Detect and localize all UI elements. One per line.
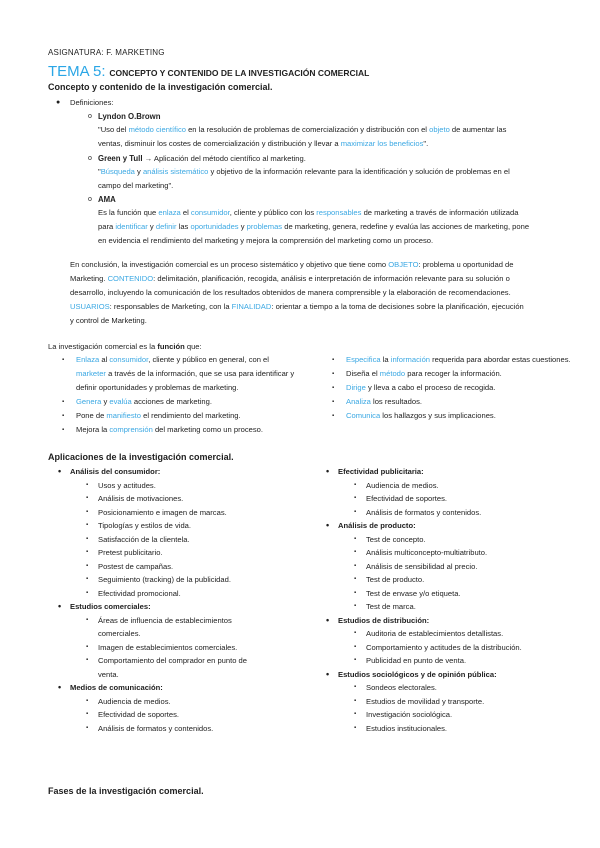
tema-number: TEMA 5: xyxy=(48,63,106,80)
funcion-list-left xyxy=(62,353,312,437)
list-item: ▪ Análisis de sensibilidad al precio. xyxy=(354,560,586,574)
list-item: ▪ Análisis de formatos y contenidos. xyxy=(86,722,298,736)
list-item: ▪ Analiza los resultados. xyxy=(332,395,592,409)
list-item: ▪ Audiencia de medios. xyxy=(354,479,586,493)
list-item: ▪ Posicionamiento e imagen de marcas. xyxy=(86,506,298,520)
list-item: ▪ Test de envase y/o etiqueta. xyxy=(354,587,586,601)
aplicaciones-right-column xyxy=(326,465,586,735)
conclusion-paragraph: En conclusión, la investigación comercial es un proceso sistemático y objetivo que tiene como OBJETO: problema u oportunidad de Marketing. CONTENIDO: delimitación, planificación, recogida, análisis e interpretación de información relevante para su solución o desarrollo, incluyendo la comunicación de los resultados obtenidos de manera comprensible y la elaboración de recomendaciones. USUARIOS: responsables de Marketing, con la FINALIDAD: orientar a tiempo a la toma de decisiones sobre la planificación, ejecución y control de Marketing. xyxy=(70,260,524,325)
definition-ama-text: Es la función que enlaza el consumidor, cliente y público con los responsables de marketing a través de información utilizada para identificar y definir las oportunidades y problemas de marketing, genera, redefine y evalúa las acciones de marketing, pone en evidencia el rendimiento del marketing y mejora la comprensión del marketing como un proceso. xyxy=(98,208,530,245)
list-item: ▪ Comportamiento y actitudes de la distribución. xyxy=(354,641,586,655)
list-item: ▪ Test de marca. xyxy=(354,600,586,614)
list-item: ▪ Análisis multiconcepto-multiatributo. xyxy=(354,546,586,560)
section-heading-concepto: Concepto y contenido de la investigación comercial. xyxy=(48,82,273,92)
list-item: ▪ Análisis de motivaciones. xyxy=(86,492,298,506)
list-item: ▪ Áreas de influencia de establecimientos comerciales. xyxy=(86,614,256,641)
subject-label: ASIGNATURA: F. MARKETING xyxy=(48,48,165,57)
list-item: ▪ Audiencia de medios. xyxy=(86,695,298,709)
list-item: ▪ Efectividad de soportes. xyxy=(86,708,298,722)
list-item: ▪ Estudios de movilidad y transporte. xyxy=(354,695,586,709)
list-item: ▪ Efectividad de soportes. xyxy=(354,492,586,506)
category-title: • Estudios comerciales: xyxy=(58,600,298,614)
list-item: ▪ Enlaza al consumidor, cliente y público en general, con el marketer a través de la información, que se usa para identificar y definir oportunidades y problemas de marketing. xyxy=(62,353,312,395)
list-item: ▪ Análisis de formatos y contenidos. xyxy=(354,506,586,520)
list-item: ▪ Estudios institucionales. xyxy=(354,722,586,736)
list-item: ▪ Efectividad promocional. xyxy=(86,587,298,601)
list-item: ▪ Comportamiento del comprador en punto de venta. xyxy=(86,654,256,681)
list-item: ▪ Sondeos electorales. xyxy=(354,681,586,695)
definition-ama: o AMA xyxy=(88,195,116,204)
list-item: ▪ Comunica los hallazgos y sus implicaciones. xyxy=(332,409,592,423)
section-heading-fases: Fases de la investigación comercial. xyxy=(48,786,204,796)
funcion-list-right xyxy=(332,353,592,423)
funcion-intro: La investigación comercial es la función que: xyxy=(48,342,202,351)
list-item: ▪ Pretest publicitario. xyxy=(86,546,298,560)
list-item: ▪ Satisfacción de la clientela. xyxy=(86,533,298,547)
list-item: ▪ Test de producto. xyxy=(354,573,586,587)
aplicaciones-left-column xyxy=(58,465,298,735)
page-title xyxy=(48,63,369,81)
list-item: ▪ Auditoria de establecimientos detallistas. xyxy=(354,627,586,641)
list-item: ▪ Imagen de establecimientos comerciales. xyxy=(86,641,256,655)
list-item: ▪ Mejora la comprensión del marketing como un proceso. xyxy=(62,423,312,437)
list-item: ▪ Publicidad en punto de venta. xyxy=(354,654,586,668)
list-item: ▪ Postest de campañas. xyxy=(86,560,298,574)
category-title: • Estudios de distribución: xyxy=(326,614,586,628)
list-item: ▪ Dirige y lleva a cabo el proceso de recogida. xyxy=(332,381,592,395)
list-item: ▪ Usos y actitudes. xyxy=(86,479,298,493)
definition-green-tull: o Green y Tull → Aplicación del método científico al marketing. xyxy=(88,154,306,163)
list-item: ▪ Pone de manifiesto el rendimiento del marketing. xyxy=(62,409,312,423)
category-title: • Estudios sociológicos y de opinión pública: xyxy=(326,668,586,682)
list-item: ▪ Genera y evalúa acciones de marketing. xyxy=(62,395,312,409)
list-item: ▪ Diseña el método para recoger la información. xyxy=(332,367,592,381)
section-heading-aplicaciones: Aplicaciones de la investigación comercial. xyxy=(48,452,234,462)
definition-green-tull-text: "Búsqueda y análisis sistemático y objetivo de la información relevante para la identificación y solución de problemas en el campo del marketing". xyxy=(98,167,510,190)
tema-title: CONCEPTO Y CONTENIDO DE LA INVESTIGACIÓN COMERCIAL xyxy=(109,68,370,78)
list-item: ▪ Investigación sociológica. xyxy=(354,708,586,722)
list-item: ▪ Test de concepto. xyxy=(354,533,586,547)
category-title: • Análisis del consumidor: xyxy=(58,465,298,479)
category-title: • Medios de comunicación: xyxy=(58,681,298,695)
definition-lyndon-text: "Uso del método científico en la resolución de problemas de comercialización y distribución con el objeto de aumentar las ventas, disminuir los costes de comercialización y distribución y llevar a maximizar los beneficios". xyxy=(98,125,507,148)
category-title: • Análisis de producto: xyxy=(326,519,586,533)
list-item: ▪ Especifica la información requerida para abordar estas cuestiones. xyxy=(332,353,592,367)
category-title: • Efectividad publicitaria: xyxy=(326,465,586,479)
definiciones-bullet: ● Definiciones: xyxy=(56,98,114,107)
list-item: ▪ Seguimiento (tracking) de la publicidad. xyxy=(86,573,298,587)
list-item: ▪ Tipologías y estilos de vida. xyxy=(86,519,298,533)
definition-lyndon: o Lyndon O.Brown xyxy=(88,112,161,121)
